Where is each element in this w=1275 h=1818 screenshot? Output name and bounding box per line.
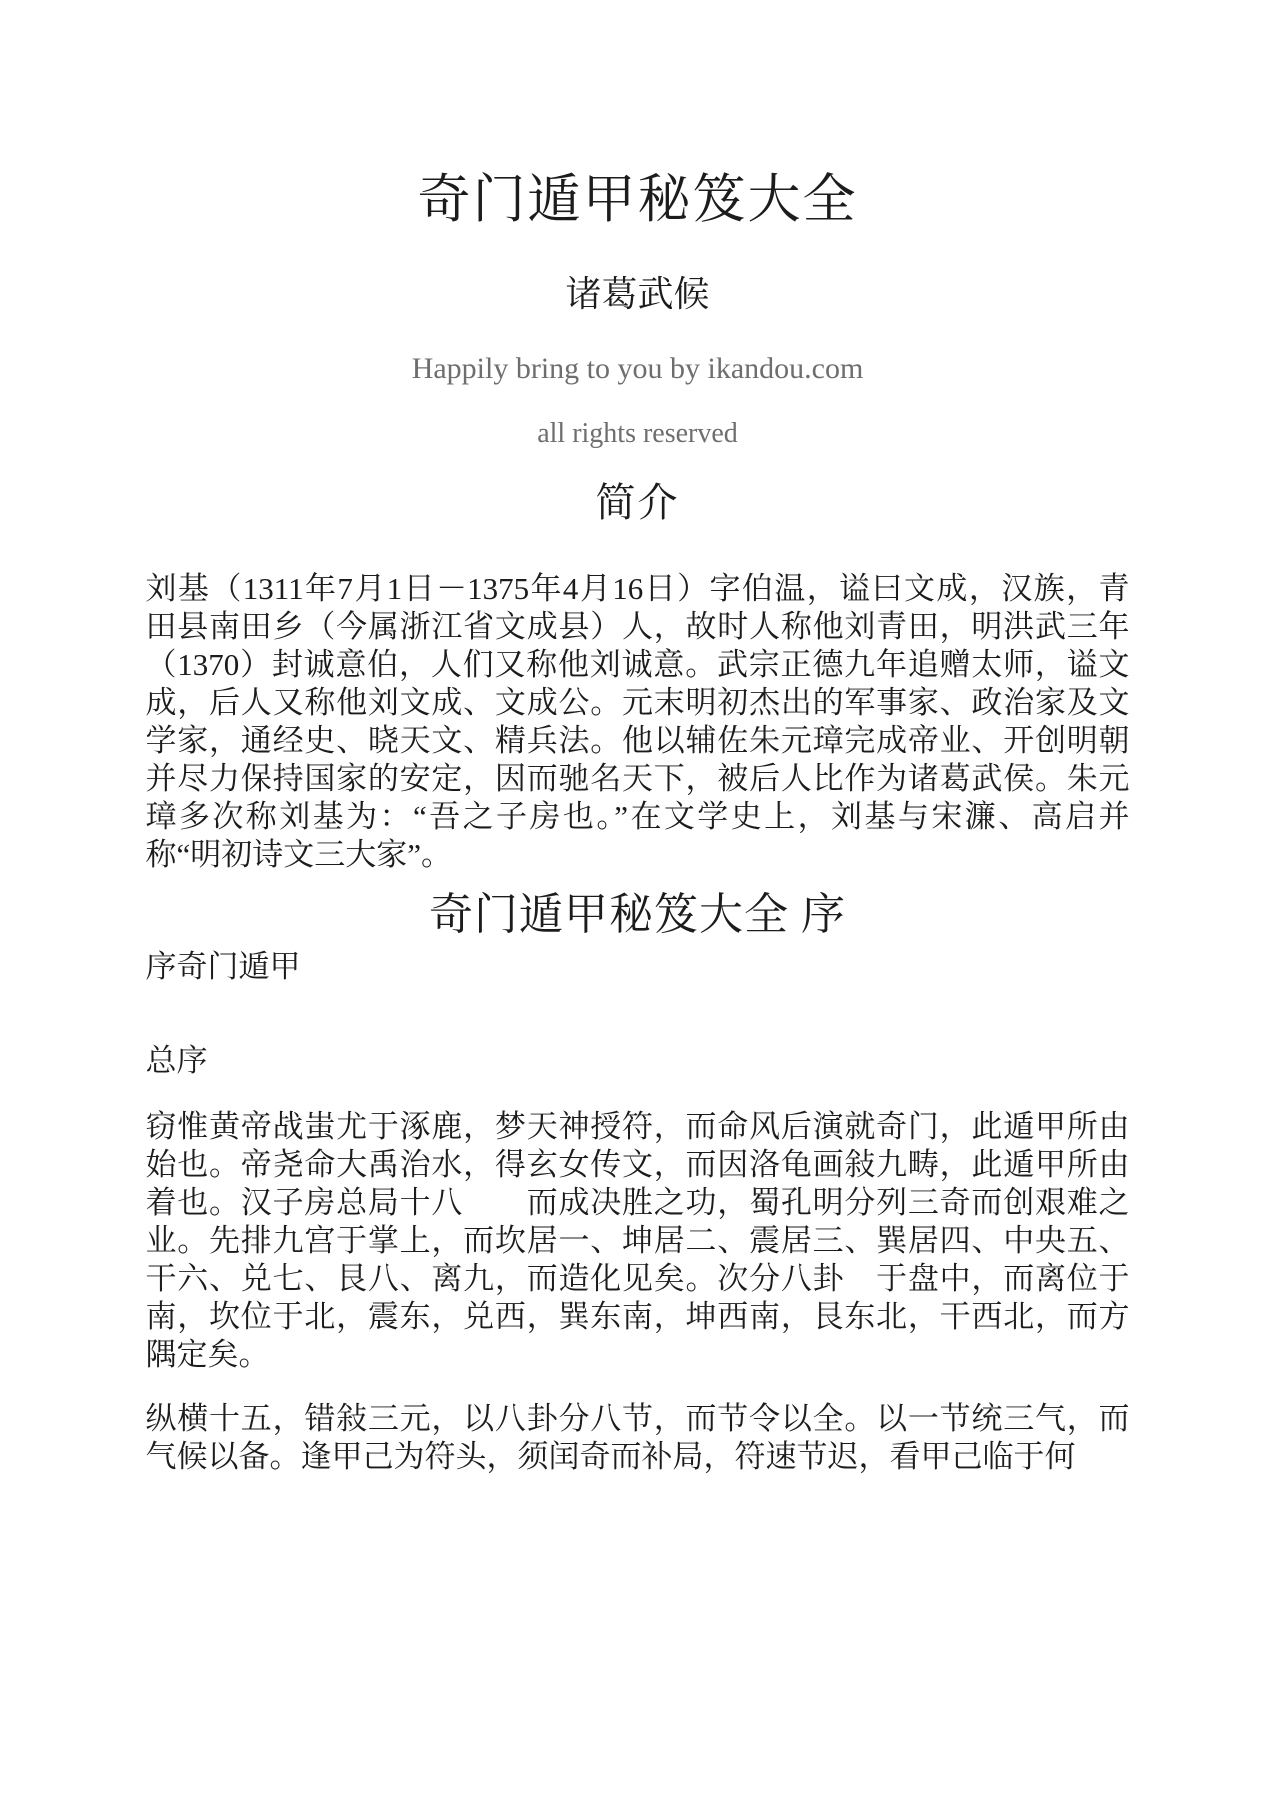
rights-line: all rights reserved <box>537 418 738 449</box>
document-author: 诸葛武候 <box>565 274 710 314</box>
text-line: 业。先排九宫于掌上，而坎居一、坤居二、震居三、巽居四、中央五、 <box>145 1223 1130 1258</box>
preface-sublabel: 总序 <box>145 1043 208 1078</box>
text-line: 纵横十五，错敍三元，以八卦分八节，而节令以全。以一节统三气，而 <box>145 1401 1130 1436</box>
text-line: 气候以备。逢甲己为符头，须闰奇而补局，符速节迟，看甲己临于何 <box>145 1439 1076 1474</box>
text-line: 并尽力保持国家的安定，因而驰名天下，被后人比作为诸葛武侯。朱元 <box>145 761 1130 796</box>
document-page <box>146 168 1130 1476</box>
preface-paragraph-2 <box>146 1400 1130 1476</box>
text-line: 称“明初诗文三大家”。 <box>145 837 453 872</box>
preface-paragraph-1 <box>146 1108 1130 1374</box>
text-line: 干六、兑七、艮八、离九，而造化见矣。次分八卦 于盘中，而离位于 <box>145 1261 1130 1296</box>
text-line: 学家，通经史、晓天文、精兵法。他以辅佐朱元璋完成帝业、开创明朝 <box>145 723 1130 758</box>
preface-label: 序奇门遁甲 <box>145 949 301 984</box>
section-heading-intro: 简介 <box>595 480 680 525</box>
intro-paragraph <box>146 570 1130 874</box>
text-line: 始也。帝尧命大禹治水，得玄女传文，而因洛龟画敍九畴，此遁甲所由 <box>145 1147 1130 1182</box>
document-title: 奇门遁甲秘笈大全 <box>417 171 858 229</box>
text-line: 璋多次称刘基为：“吾之子房也。”在文学史上，刘基与宋濂、高启并 <box>145 799 1130 834</box>
text-line: 着也。汉子房总局十八 而成决胜之功，蜀孔明分列三奇而创艰难之 <box>145 1185 1130 1220</box>
credit-line: Happily bring to you by ikandou.com <box>411 352 864 385</box>
text-line: 南，坎位于北，震东，兑西，巽东南，坤西南，艮东北，干西北，而方 <box>145 1299 1130 1334</box>
text-line: 窃惟黄帝战蚩尤于涿鹿，梦天神授符，而命风后演就奇门，此遁甲所由 <box>145 1109 1130 1144</box>
text-line: 隅定矣。 <box>145 1337 270 1372</box>
section-heading-preface: 奇门遁甲秘笈大全 序 <box>429 890 846 939</box>
text-line: 刘基（1311年7月1日－1375年4月16日）字伯温，谥曰文成，汉族，青 <box>145 571 1130 606</box>
text-line: 成，后人又称他刘文成、文成公。元末明初杰出的军事家、政治家及文 <box>145 685 1130 720</box>
text-line: 田县南田乡（今属浙江省文成县）人，故时人称他刘青田，明洪武三年 <box>145 609 1130 644</box>
text-line: （1370）封诚意伯，人们又称他刘诚意。武宗正德九年追赠太师，谥文 <box>145 647 1130 682</box>
